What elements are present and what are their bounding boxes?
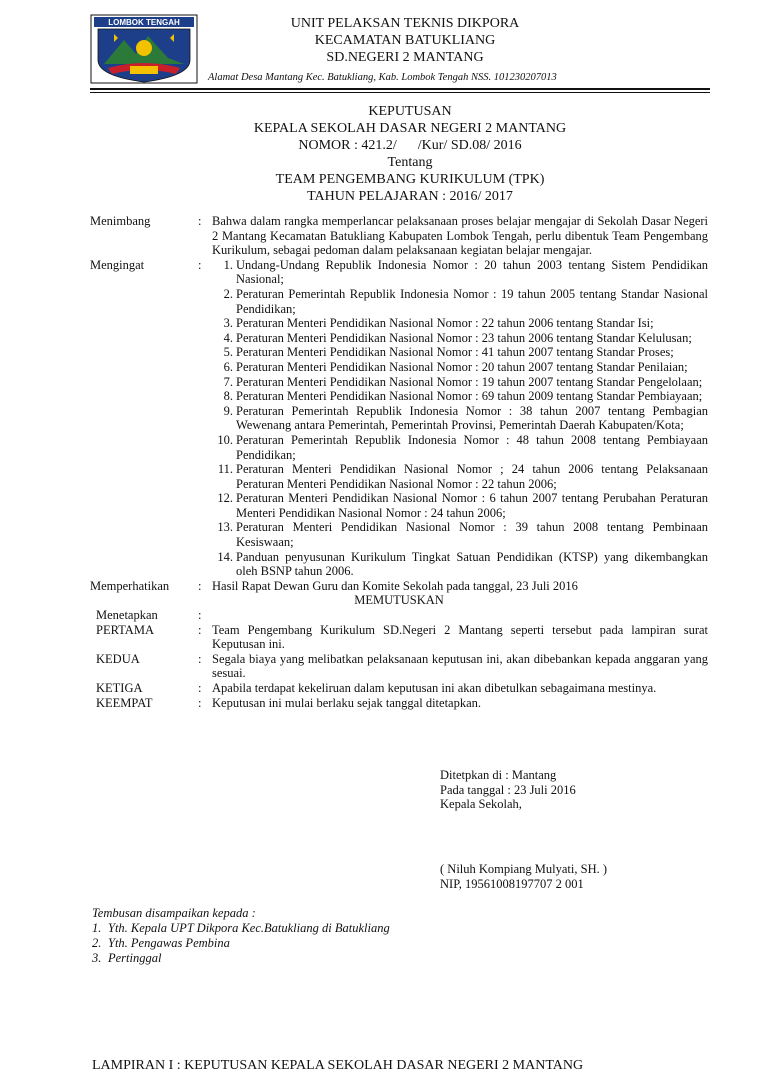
pertama-text: Team Pengembang Kurikulum SD.Negeri 2 Mantang seperti tersebut pada lampiran surat Keputusan ini. [212, 622, 708, 652]
mengingat-section [90, 258, 708, 579]
tembusan-list [92, 921, 390, 966]
lombok-tengah-logo [90, 14, 198, 84]
title-line-3: NOMOR : 421.2/ /Kur/ SD.08/ 2016 [298, 138, 522, 153]
tembusan-item-number: 1. [92, 921, 102, 935]
signature-block [440, 768, 576, 812]
kedua-section [90, 652, 708, 681]
mengingat-item [212, 360, 708, 375]
title-line-6: TAHUN PELAJARAN : 2016/ 2017 [307, 189, 513, 204]
tembusan-item-text: Pertinggal [108, 951, 162, 965]
mengingat-item [212, 389, 708, 404]
mengingat-item-text: Peraturan Menteri Pendidikan Nasional Nomor : 39 tahun 2008 tentang Pembinaan Kesiswaan; [236, 520, 708, 550]
tembusan-item [92, 936, 390, 951]
tembusan-item-text: Yth. Kepala UPT Dikpora Kec.Batukliang di Batukliang [108, 921, 390, 935]
mengingat-item-number: 13. [217, 520, 233, 535]
mengingat-list [212, 258, 708, 579]
title-line-2: KEPALA SEKOLAH DASAR NEGERI 2 MANTANG [253, 121, 567, 136]
mengingat-item-text: Peraturan Pemerintah Republik Indonesia Nomor : 38 tahun 2007 tentang Pembagian Wewenang antara Pemerintah, Pemerintah Provinsi, Pemerintah Daerah Kabupaten/Kota; [236, 403, 708, 433]
mengingat-item-number: 3. [223, 316, 233, 331]
mengingat-item-text: Peraturan Pemerintah Republik Indonesia Nomor : 19 tahun 2005 tentang Standar Nasional Pendidikan; [236, 286, 708, 316]
mengingat-item [212, 520, 708, 549]
mengingat-colon: : [198, 257, 202, 272]
signatory-nip: NIP, 19561008197707 2 001 [440, 876, 584, 891]
menetapkan-label: Menetapkan [96, 608, 158, 623]
mengingat-item-number: 12. [217, 491, 233, 506]
keempat-text: Keputusan ini mulai berlaku sejak tanggal ditetapkan. [212, 695, 482, 710]
mengingat-item [212, 462, 708, 491]
letterhead [200, 15, 610, 66]
mengingat-item-text: Peraturan Menteri Pendidikan Nasional Nomor : 41 tahun 2007 tentang Standar Proses; [236, 345, 674, 360]
kedua-label: KEDUA [96, 651, 140, 666]
menetapkan-section [90, 608, 708, 623]
memperhatikan-colon: : [198, 578, 202, 593]
mengingat-item-text: Peraturan Menteri Pendidikan Nasional Nomor : 69 tahun 2009 tentang Standar Pembiayaan; [236, 389, 703, 404]
logo-text: LOMBOK TENGAH [108, 18, 180, 27]
ketiga-label: KETIGA [96, 681, 143, 695]
mengingat-item-text: Peraturan Menteri Pendidikan Nasional Nomor ; 24 tahun 2006 tentang Pelaksanaan Peraturan Menteri Pendidikan Nasional Nomor : 22 tahun 2006; [236, 462, 708, 491]
mengingat-item-text: Panduan penyusunan Kurikulum Tingkat Satuan Pendidikan (KTSP) yang dikembangkan oleh BSNP tahun 2006. [236, 549, 708, 579]
letterhead-line-1: UNIT PELAKSAN TEKNIS DIKPORA [290, 16, 520, 31]
pertama-label: PERTAMA [96, 622, 154, 637]
mengingat-item-text: Peraturan Menteri Pendidikan Nasional Nomor : 20 tahun 2007 tentang Standar Penilaian; [236, 359, 688, 374]
mengingat-item-text: Undang-Undang Republik Indonesia Nomor : 20 tahun 2003 tentang Sistem Pendidikan Nasional; [236, 257, 708, 287]
menimbang-label: Menimbang [90, 214, 151, 228]
mengingat-item-number: 1. [223, 257, 233, 272]
signature-date: Pada tanggal : 23 Juli 2016 [440, 782, 576, 797]
tembusan-item-text: Yth. Pengawas Pembina [108, 936, 230, 950]
letterhead-line-3: SD.NEGERI 2 MANTANG [326, 50, 484, 65]
mengingat-item [212, 375, 708, 390]
mengingat-item-number: 10. [217, 432, 233, 447]
title-line-4: Tentang [387, 155, 433, 170]
tembusan-block [92, 906, 390, 966]
mengingat-item [212, 331, 708, 346]
keempat-section [90, 696, 708, 711]
memperhatikan-section [90, 579, 708, 594]
mengingat-item-number: 6. [223, 359, 233, 374]
signatory-name: ( Niluh Kompiang Mulyati, SH. ) [440, 862, 608, 876]
decree-title [150, 103, 670, 205]
mengingat-item-text: Peraturan Menteri Pendidikan Nasional Nomor : 23 tahun 2006 tentang Standar Kelulusan; [236, 330, 692, 345]
ketiga-section [90, 681, 708, 696]
mengingat-item [212, 287, 708, 316]
keempat-label: KEEMPAT [96, 695, 153, 710]
memperhatikan-text: Hasil Rapat Dewan Guru dan Komite Sekolah pada tanggal, 23 Juli 2016 [212, 578, 578, 593]
lampiran-heading: LAMPIRAN I : KEPUTUSAN KEPALA SEKOLAH DASAR NEGERI 2 MANTANG [92, 1058, 584, 1073]
mengingat-item-number: 8. [223, 389, 233, 404]
signature-position: Kepala Sekolah, [440, 797, 522, 812]
memutuskan-heading: MEMUTUSKAN [354, 593, 444, 608]
mengingat-item-number: 7. [223, 374, 233, 389]
tembusan-item [92, 921, 390, 936]
keempat-colon: : [198, 695, 202, 710]
letterhead-rule-thin [90, 92, 710, 93]
ketiga-text: Apabila terdapat kekeliruan dalam keputusan ini akan dibetulkan sebagaimana mestinya. [212, 681, 657, 695]
mengingat-item-number: 5. [223, 345, 233, 360]
memperhatikan-label: Memperhatikan [90, 578, 170, 593]
mengingat-item-number: 14. [217, 549, 233, 564]
tembusan-item-number: 3. [92, 951, 102, 965]
mengingat-item-text: Peraturan Pemerintah Republik Indonesia Nomor : 48 tahun 2008 tentang Pembiayaan Pendidikan; [236, 432, 708, 462]
letterhead-line-2: KECAMATAN BATUKLIANG [314, 33, 496, 48]
pertama-section [90, 623, 708, 652]
signature-place: Ditetpkan di : Mantang [440, 768, 557, 782]
mengingat-item-number: 11. [217, 462, 233, 477]
title-line-1: KEPUTUSAN [368, 104, 452, 119]
tembusan-item [92, 951, 390, 966]
mengingat-item [212, 433, 708, 462]
menimbang-text: Bahwa dalam rangka memperlancar pelaksanaan proses belajar mengajar di Sekolah Dasar Negeri 2 Mantang Kecamatan Batukliang Kabupaten Lombok Tengah, perlu dibentuk Team Pengembang Kurikulum, sebagai pedoman dalam pelaksanaan kegiatan belajar mengajar. [212, 214, 708, 258]
menetapkan-colon: : [198, 608, 202, 623]
menimbang-section [90, 214, 708, 258]
tembusan-item-number: 2. [92, 936, 102, 950]
mengingat-item [212, 316, 708, 331]
decree-body [90, 214, 708, 710]
mengingat-item-text: Peraturan Menteri Pendidikan Nasional Nomor : 22 tahun 2006 tentang Standar Isi; [236, 316, 654, 331]
kedua-text: Segala biaya yang melibatkan pelaksanaan keputusan ini, akan dibebankan kepada anggaran yang sesuai. [212, 651, 708, 681]
mengingat-item [212, 550, 708, 579]
mengingat-item-number: 4. [223, 330, 233, 345]
signatory [440, 862, 607, 891]
tembusan-heading: Tembusan disampaikan kepada : [92, 906, 256, 920]
mengingat-item-number: 9. [223, 403, 233, 418]
ketiga-colon: : [198, 681, 202, 695]
pertama-colon: : [198, 622, 202, 637]
mengingat-item [212, 491, 708, 520]
title-line-5: TEAM PENGEMBANG KURIKULUM (TPK) [275, 172, 545, 187]
mengingat-item [212, 404, 708, 433]
mengingat-item-text: Peraturan Menteri Pendidikan Nasional Nomor : 19 tahun 2007 tentang Standar Pengelolaan; [236, 374, 703, 389]
kedua-colon: : [198, 651, 202, 666]
mengingat-item [212, 345, 708, 360]
mengingat-item-text: Peraturan Menteri Pendidikan Nasional Nomor : 6 tahun 2007 tentang Perubahan Peraturan Menteri Pendidikan Nasional Nomor : 24 tahun 2006; [236, 491, 708, 520]
mengingat-item-number: 2. [223, 286, 233, 301]
mengingat-item [212, 258, 708, 287]
mengingat-label: Mengingat [90, 257, 145, 272]
letterhead-rule-thick [90, 88, 710, 90]
letterhead-address: Alamat Desa Mantang Kec. Batukliang, Kab. Lombok Tengah NSS. 101230207013 [208, 72, 557, 83]
menimbang-colon: : [198, 214, 202, 228]
